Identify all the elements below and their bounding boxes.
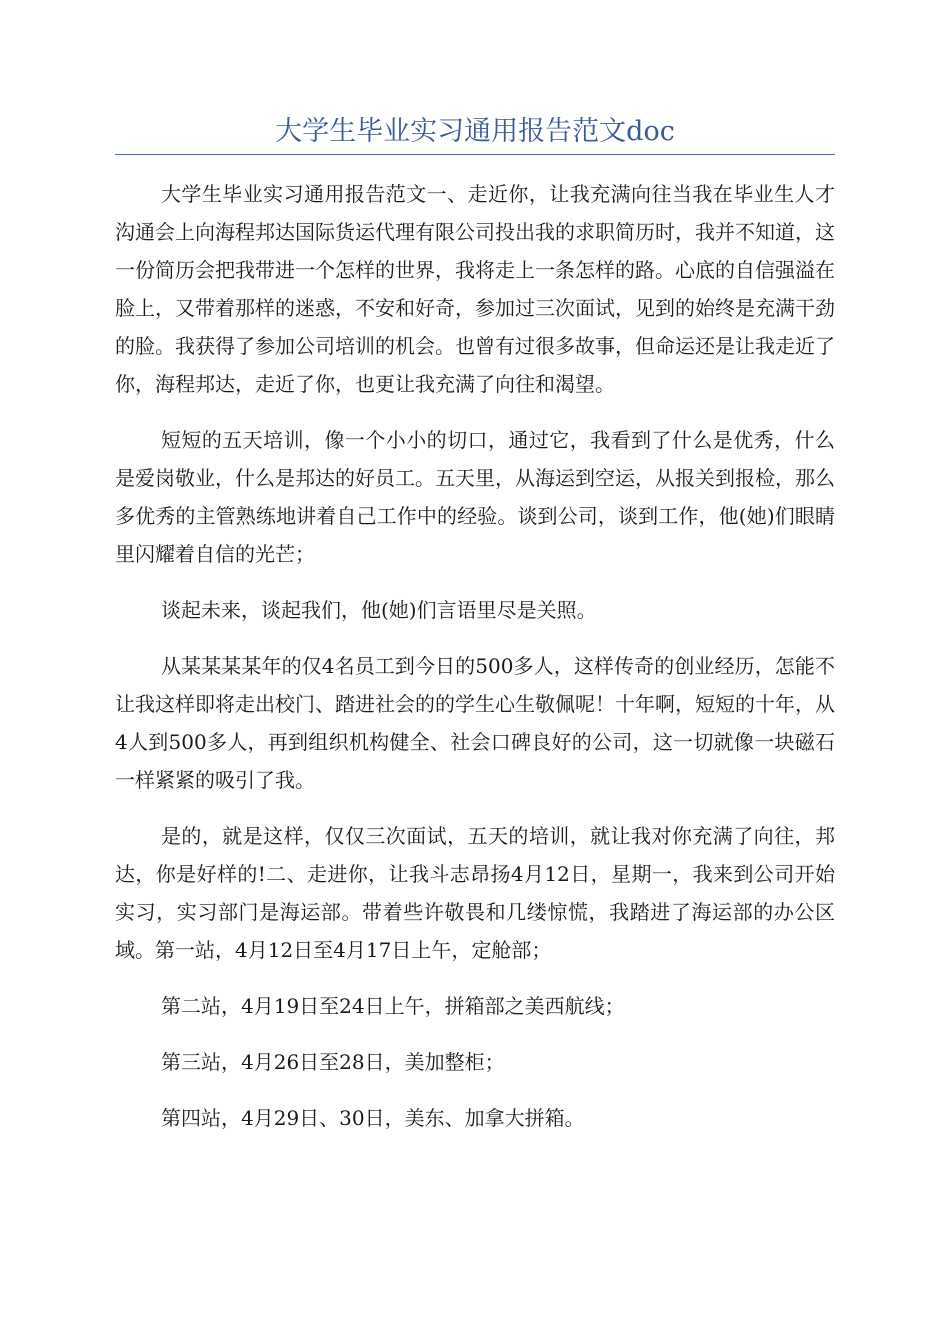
paragraph: 谈起未来，谈起我们，他(她)们言语里尽是关照。 xyxy=(161,598,597,622)
title-underline xyxy=(115,154,835,155)
paragraph: 第三站，4月26日至28日，美加整柜； xyxy=(161,1050,505,1074)
paragraph: 是的，就是这样，仅仅三次面试，五天的培训，就让我对你充满了向往，邦达，你是好样的!二、走进你，让我斗志昂扬4月12日，星期一，我来到公司开始实习，实习部门是海运部。带着些许敬畏和几缕惊慌，我踏进了海运部的办公区域。第一站，4月12日至4月17日上午，定舱部； xyxy=(115,824,835,962)
paragraph: 短短的五天培训，像一个小小的切口，通过它，我看到了什么是优秀，什么是爱岗敬业，什么是邦达的好员工。五天里，从海运到空运，从报关到报检，那么多优秀的主管熟练地讲着自己工作中的经验。谈到公司，谈到工作，他(她)们眼睛里闪耀着自信的光芒； xyxy=(115,428,835,566)
paragraph: 第四站，4月29日、30日，美东、加拿大拼箱。 xyxy=(161,1106,585,1130)
paragraph: 第二站，4月19日至24日上午，拼箱部之美西航线； xyxy=(161,994,625,1018)
document-body xyxy=(115,175,835,1155)
document-title: 大学生毕业实习通用报告范文doc xyxy=(275,116,675,147)
paragraph: 大学生毕业实习通用报告范文一、走近你，让我充满向往当我在毕业生人才沟通会上向海程邦达国际货运代理有限公司投出我的求职简历时，我并不知道，这一份简历会把我带进一个怎样的世界，我将走上一条怎样的路。心底的自信强溢在脸上，又带着那样的迷惑，不安和好奇，参加过三次面试，见到的始终是充满干劲的脸。我获得了参加公司培训的机会。也曾有过很多故事，但命运还是让我走近了你，海程邦达，走近了你，也更让我充满了向往和渴望。 xyxy=(115,182,835,396)
paragraph: 从某某某某年的仅4名员工到今日的500多人，这样传奇的创业经历，怎能不让我这样即将走出校门、踏进社会的的学生心生敬佩呢！十年啊，短短的十年，从4人到500多人，再到组织机构健全、社会口碑良好的公司，这一切就像一块磁石一样紧紧的吸引了我。 xyxy=(115,654,835,792)
